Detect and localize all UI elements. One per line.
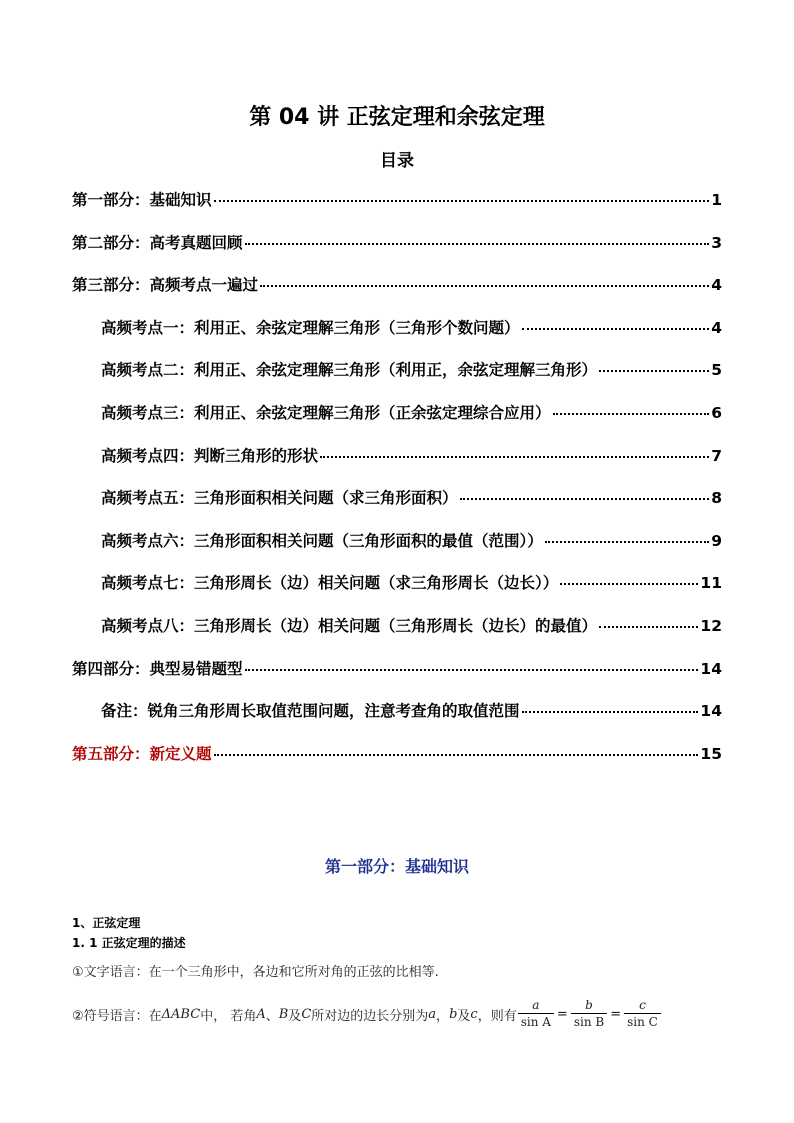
toc-entry-label: 高频考点四：判断三角形的形状	[101, 446, 319, 465]
math-angle-a: A	[256, 1006, 266, 1022]
text-segment: ，则有	[477, 1008, 517, 1024]
math-triangle: ΔABC	[161, 1006, 201, 1022]
toc-entry-page: 14	[700, 702, 722, 721]
toc-entry[interactable]	[72, 273, 722, 316]
fraction-numerator: a	[532, 998, 540, 1012]
toc-entry[interactable]	[72, 401, 722, 444]
toc-title: 目录	[380, 151, 414, 171]
math-side-c: c	[470, 1006, 478, 1022]
fraction-denominator: sin A	[518, 1013, 554, 1030]
paragraph-text-language: ①文字语言：在一个三角形中，各边和它所对角的正弦的比相等.	[72, 965, 439, 980]
toc-dot-leader	[553, 413, 710, 415]
math-side-a: a	[428, 1006, 437, 1022]
toc-entry-label: 第五部分：新定义题	[72, 744, 212, 763]
toc-dot-leader	[560, 583, 698, 585]
equals-sign: =	[556, 1006, 568, 1022]
math-angle-b: B	[278, 1006, 289, 1022]
toc-entry[interactable]	[72, 188, 722, 231]
toc-entry-label: 高频考点一：利用正、余弦定理解三角形（三角形个数问题）	[101, 318, 520, 337]
text-segment: 及	[457, 1008, 471, 1024]
toc-dot-leader	[522, 711, 699, 713]
toc-entry-label: 高频考点三：利用正、余弦定理解三角形（正余弦定理综合应用）	[101, 403, 551, 422]
paragraph-symbol-language	[72, 998, 662, 1030]
toc-entry[interactable]	[72, 571, 722, 614]
toc-entry-label: 第三部分：高频考点一遍过	[72, 276, 259, 295]
toc-dot-leader	[245, 669, 699, 671]
toc-entry[interactable]	[72, 614, 722, 657]
toc-entry[interactable]	[72, 657, 722, 700]
text-segment: ②符号语言：在	[72, 1008, 162, 1024]
toc-entry[interactable]	[72, 444, 722, 487]
toc-entry-label: 高频考点六：三角形面积相关问题（三角形面积的最值（范围））	[101, 531, 543, 550]
fraction-a-over-sin-a	[518, 998, 554, 1030]
toc-entry[interactable]	[72, 699, 722, 742]
toc-entry-page: 15	[700, 744, 722, 763]
toc-entry-label: 第四部分：典型易错题型	[72, 659, 243, 678]
toc-entry-label: 高频考点五：三角形面积相关问题（求三角形面积）	[101, 489, 458, 508]
text-segment: 中， 若角	[200, 1008, 257, 1024]
toc-entry-page: 3	[711, 233, 722, 252]
toc-dot-leader	[320, 456, 709, 458]
toc-entry-page: 4	[711, 276, 722, 295]
toc-entry-page: 14	[700, 659, 722, 678]
fraction-b-over-sin-b	[571, 998, 607, 1030]
toc-entry[interactable]	[72, 486, 722, 529]
toc-entry[interactable]	[72, 316, 722, 359]
text-segment: ，	[436, 1008, 450, 1024]
heading-sine-law-description: 1. 1 正弦定理的描述	[72, 936, 186, 950]
toc-entry-page: 6	[711, 403, 722, 422]
text-segment: 所对边的边长分别为	[311, 1008, 429, 1024]
toc-dot-leader	[460, 498, 710, 500]
toc-entry-page: 7	[711, 446, 722, 465]
fraction-numerator: c	[639, 998, 646, 1012]
toc-entry-label: 高频考点七：三角形周长（边）相关问题（求三角形周长（边长））	[101, 574, 559, 593]
toc-entry-page: 1	[711, 191, 722, 209]
equals-sign: =	[610, 1006, 622, 1022]
toc-dot-leader	[599, 626, 698, 628]
fraction-denominator: sin C	[624, 1013, 661, 1030]
toc-entry[interactable]	[72, 358, 722, 401]
document-title: 第 04 讲 正弦定理和余弦定理	[249, 105, 545, 130]
text-segment: 及	[288, 1008, 302, 1024]
toc-entry-label: 高频考点二：利用正、余弦定理解三角形（利用正，余弦定理解三角形）	[101, 361, 598, 380]
toc-entry[interactable]	[72, 742, 722, 785]
toc-dot-leader	[214, 754, 699, 756]
toc-entry[interactable]	[72, 529, 722, 572]
toc-entry-page: 11	[700, 574, 722, 593]
toc-entry-page: 4	[711, 318, 722, 337]
heading-sine-law: 1、正弦定理	[72, 916, 141, 930]
toc-dot-leader	[214, 200, 710, 202]
toc-entry[interactable]	[72, 231, 722, 274]
toc-entry-page: 8	[711, 489, 722, 508]
toc-dot-leader	[545, 541, 709, 543]
math-side-b: b	[449, 1006, 458, 1022]
section-heading: 第一部分：基础知识	[324, 857, 469, 876]
math-angle-c: C	[301, 1006, 312, 1022]
toc-entry-label: 备注：锐角三角形周长取值范围问题，注意考查角的取值范围	[101, 702, 520, 721]
fraction-numerator: b	[585, 998, 593, 1012]
text-segment: 、	[265, 1008, 279, 1024]
toc-dot-leader	[599, 370, 709, 372]
table-of-contents	[72, 188, 722, 784]
toc-dot-leader	[260, 285, 709, 287]
toc-entry-label: 第二部分：高考真题回顾	[72, 233, 243, 252]
toc-dot-leader	[522, 328, 710, 330]
fraction-c-over-sin-c	[624, 998, 661, 1030]
toc-entry-page: 9	[711, 531, 722, 550]
toc-entry-page: 5	[711, 361, 722, 380]
fraction-denominator: sin B	[571, 1013, 607, 1030]
toc-entry-label: 高频考点八：三角形周长（边）相关问题（三角形周长（边长）的最值）	[101, 616, 598, 635]
toc-dot-leader	[245, 243, 710, 245]
toc-entry-page: 12	[700, 616, 722, 635]
toc-entry-label: 第一部分：基础知识	[72, 191, 212, 209]
